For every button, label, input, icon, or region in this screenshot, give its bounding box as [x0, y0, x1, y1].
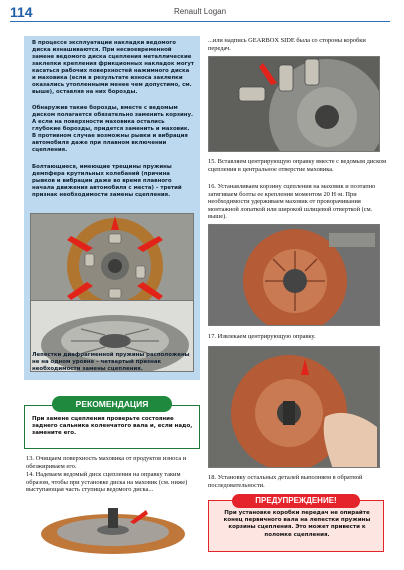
page-number: 114 [10, 4, 33, 20]
step-13: 13. Очищаем поверхность маховика от продуктов износа и обезжириваем его. [26, 455, 187, 470]
disc-on-mandrel-photo [38, 504, 188, 556]
step-18: 18. Установку остальных деталей выполняем в обратной последовательности. [208, 474, 363, 489]
info-paragraph-2: Обнаружив такие борозды, вместе с ведомым диском полагается обязательно заменить корзину. А если на поверхности маховика остались глубокие борозды, придется заменить и маховик. В противном случае возможны рывки и вибрация автомобиля даже при плавном включении сцепления. [32, 105, 194, 153]
step-17: 17. Извлекаем центрирующую оправку. [208, 333, 316, 340]
info-paragraph-3: Болтающиеся, имеющие трещины пружины демпфера крутильных колебаний (причина рывков и вибрации даже во время плавного начала движения автомобиля с места) – третий признак необходимости замены сцепления. [32, 164, 182, 198]
step-15: 15. Вставляем центрирующую оправку вместе с ведомым диском сцепления в центральное отверстие маховика. [208, 158, 387, 173]
recommendation-text: При замене сцепления проверьте состояние заднего сальника коленчатого вала и, если надо, замените его. [32, 416, 193, 437]
step-16: 16. Устанавливаем корзину сцепления на маховик и поэтапно затягиваем болты ее крепления моментом 20 Н·м. При необходимости удерживаем маховик от проворачивания монтажной лопаткой или широкой шлицевой отверткой (см. выше). [208, 183, 376, 221]
info-paragraph-1: В процессе эксплуатации накладки ведомого диска изнашиваются. При несвоевременной замене ведомого диска сцепления металлические заклепки крепления фрикционных накладок могут касаться рабочих поверхностей нажимного диска и маховика (если в результате износа заклепки оказались утопленными менее чем допустимо, см. выше), оставляя на них борозды. [32, 40, 194, 95]
warning-title: ПРЕДУПРЕЖДЕНИЕ! [232, 494, 360, 508]
pressure-plate-photo [208, 224, 380, 326]
warning-text: При установке коробки передач не опирайте конец первичного вала на лепестки пружины корзины сцепления. Это может привести к поломке сцепления. [223, 510, 371, 538]
page-header [0, 0, 404, 22]
flywheel-disc-photo [208, 56, 380, 152]
header-rule [10, 21, 390, 22]
info-paragraph-4: Лепестки диафрагменной пружины расположены не на одном уровне – четвертый признак необходимости замены сцепления. [32, 352, 190, 372]
mandrel-removal-photo [208, 346, 380, 468]
recommendation-title: РЕКОМЕНДАЦИЯ [52, 396, 172, 412]
continuation-text: ...или надпись GEARBOX SIDE была со стороны коробки передач. [208, 37, 366, 52]
book-title: Renault Logan [174, 7, 227, 16]
step-14: 14. Надеваем ведомый диск сцепления на оправку таким образом, чтобы при установке диска на маховик (см. ниже) выступающая часть ступицы ведомого диска... [26, 471, 188, 494]
